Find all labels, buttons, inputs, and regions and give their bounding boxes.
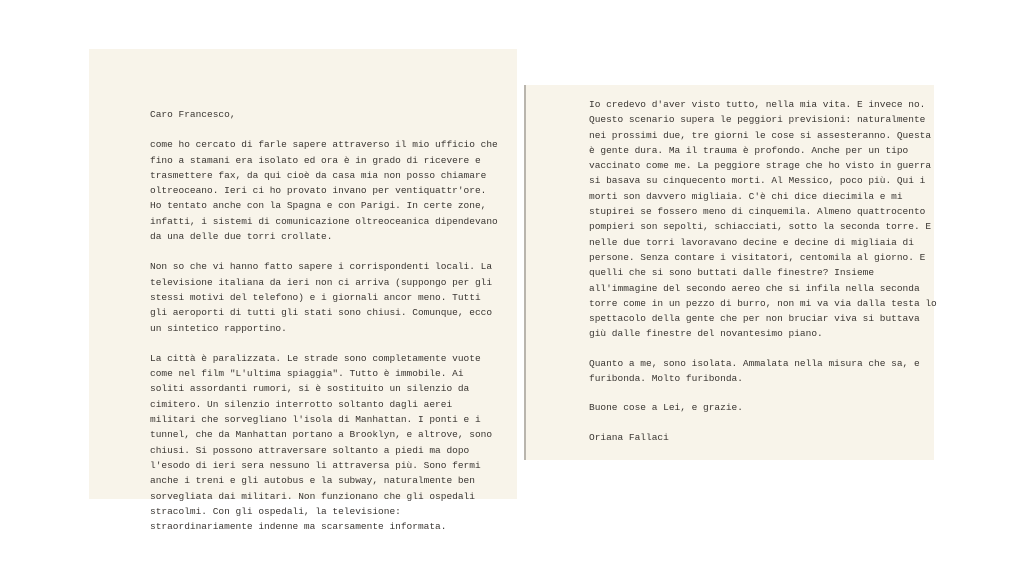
paragraph-spacer	[150, 122, 497, 137]
paragraph-spacer	[589, 342, 918, 356]
paragraph-1: come ho cercato di farle sapere attraverso il mio ufficio che fino a stamani era isolato ed ora è in grado di ricevere e trasmettere fax, da qui cioè da casa mia non posso chiamare oltreoceano. Ieri ci ho provato invano per ventiquattr'ore. Ho tentato anche con la Spagna e con Parigi. In certe zone, infatti, i sistemi di comunicazione oltreoceanica dipendevano da una delle due torri crollate.	[150, 139, 498, 243]
paragraph-2: Non so che vi hanno fatto sapere i corrispondenti locali. La televisione italiana da ieri non ci arriva (suppongo per gli stessi motivi del telefono) e i giornali ancor meno. Tutti gli aeroporti di tutti gli stati sono chiusi. Comunque, ecco un sintetico rapportino.	[150, 261, 493, 334]
salutation: Caro Francesco,	[150, 109, 236, 120]
letter-page-1	[89, 49, 517, 533]
signature: Oriana Fallaci	[589, 431, 669, 443]
paragraph-spacer	[150, 336, 497, 351]
closing: Buone cose a Lei, e grazie.	[589, 402, 743, 414]
paragraph-spacer	[589, 416, 918, 430]
paragraph-spacer	[589, 386, 918, 400]
letter-page-2	[524, 85, 937, 460]
paragraph-spacer	[150, 244, 497, 259]
paragraph-3: La città è paralizzata. Le strade sono completamente vuote come nel film "L'ultima spiaggia". Tutto è immobile. Ai soliti assordanti rumori, si è sostituito un silenzio da cimitero. Un silenzio interrotto soltanto dagli aerei militari che sorvegliano l'isola di Manhattan. I ponti e i tunnel, che da Manhattan portano a Brooklyn, e altrove, sono chiusi. Si possono attraversare soltanto a piedi ma dopo l'esodo di ieri sera nessuno li attraversa più. Sono fermi anche i treni e gli autobus e la subway, naturalmente ben sorvegliata dai militari. Non funzionano che gli ospedali stracolmi. Con gli ospedali, la televisione: straordinariamente indenne ma scarsamente informata.	[150, 352, 493, 533]
paragraph-5: Quanto a me, sono isolata. Ammalata nella misura che sa, e furibonda. Molto furibonda.	[589, 357, 920, 385]
paragraph-4: Io credevo d'aver visto tutto, nella mia vita. E invece no. Questo scenario supera le peggiori previsioni: naturalmente nei prossimi due, tre giorni le cose si assesteranno. Questa è gente dura. Ma il trauma è profondo. Anche per un tipo vaccinato come me. La peggiore strage che ho visto in guerra si basava su cinquecento morti. Al Messico, poco più. Qui i morti son davvero migliaia. C'è chi dice diecimila e mi stupirei se fossero meno di cinquemila. Almeno quattrocento pompieri son sepolti, schiacciati, sotto la seconda torre. E nelle due torri lavoravano decine e decine di migliaia di persone. Senza contare i visitatori, centomila al giorno. E quelli che si sono buttati dalle finestre? Insieme all'immagine del secondo aereo che si infila nella seconda torre come in un pezzo di burro, non mi va via dalla testa lo spettacolo della gente che per non bruciar viva si buttava giù dalle finestre del novantesimo piano.	[589, 99, 937, 340]
